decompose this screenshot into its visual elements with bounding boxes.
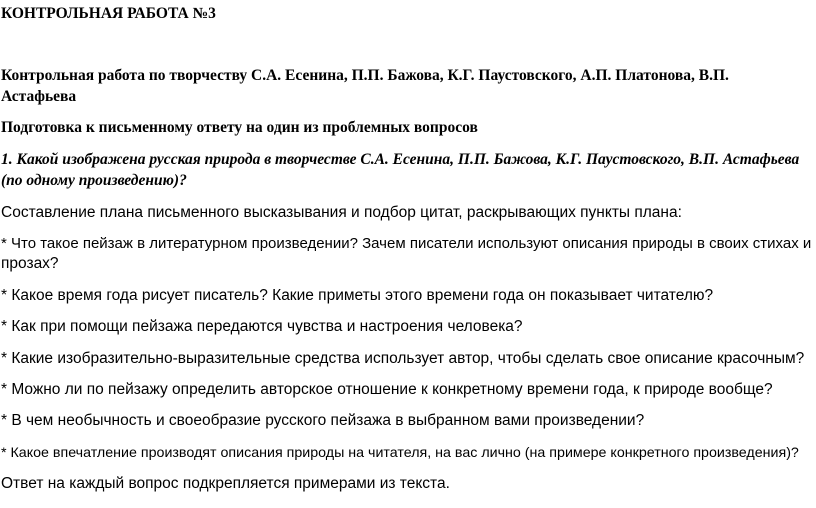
- list-item-2: * Какое время года рисует писатель? Какие приметы этого времени года он показывает читателю?: [1, 287, 714, 304]
- list-item-6: * В чем необычность и своеобразие русского пейзажа в выбранном вами произведении?: [1, 412, 645, 429]
- list-item-7: * Какое впечатление производят описания природы на читателя, на вас лично (на примере конкретного произведения)?: [1, 445, 799, 461]
- list-item-3: * Как при помощи пейзажа передаются чувства и настроения человека?: [1, 318, 523, 335]
- list-item-1-line-1: * Что такое пейзаж в литературном произведении? Зачем писатели используют описания природы в своих стихах и: [1, 235, 812, 252]
- section-heading: Подготовка к письменному ответу на один из проблемных вопросов: [1, 119, 478, 136]
- document-subtitle-line-1: Контрольная работа по творчеству С.А. Есенина, П.П. Бажова, К.Г. Паустовского, А.П. Платонова, В.П.: [1, 67, 729, 84]
- question-line-1: 1. Какой изображена русская природа в творчестве С.А. Есенина, П.П. Бажова, К.Г. Паустовского, В.П. Астафьева: [1, 151, 800, 168]
- list-item-5: * Можно ли по пейзажу определить авторское отношение к конкретному времени года, к природе вообще?: [1, 381, 773, 398]
- document-title: КОНТРОЛЬНАЯ РАБОТА №3: [1, 5, 216, 22]
- document-subtitle-line-2: Астафьева: [1, 88, 77, 105]
- question-line-2: (по одному произведению)?: [1, 172, 187, 189]
- closing-text: Ответ на каждый вопрос подкрепляется примерами из текста.: [1, 475, 450, 492]
- list-item-1-line-2: прозах?: [1, 255, 59, 272]
- list-item-4: * Какие изобразительно-выразительные средства использует автор, чтобы сделать свое описание красочным?: [1, 350, 805, 367]
- instruction-text: Составление плана письменного высказывания и подбор цитат, раскрывающих пункты плана:: [1, 204, 682, 221]
